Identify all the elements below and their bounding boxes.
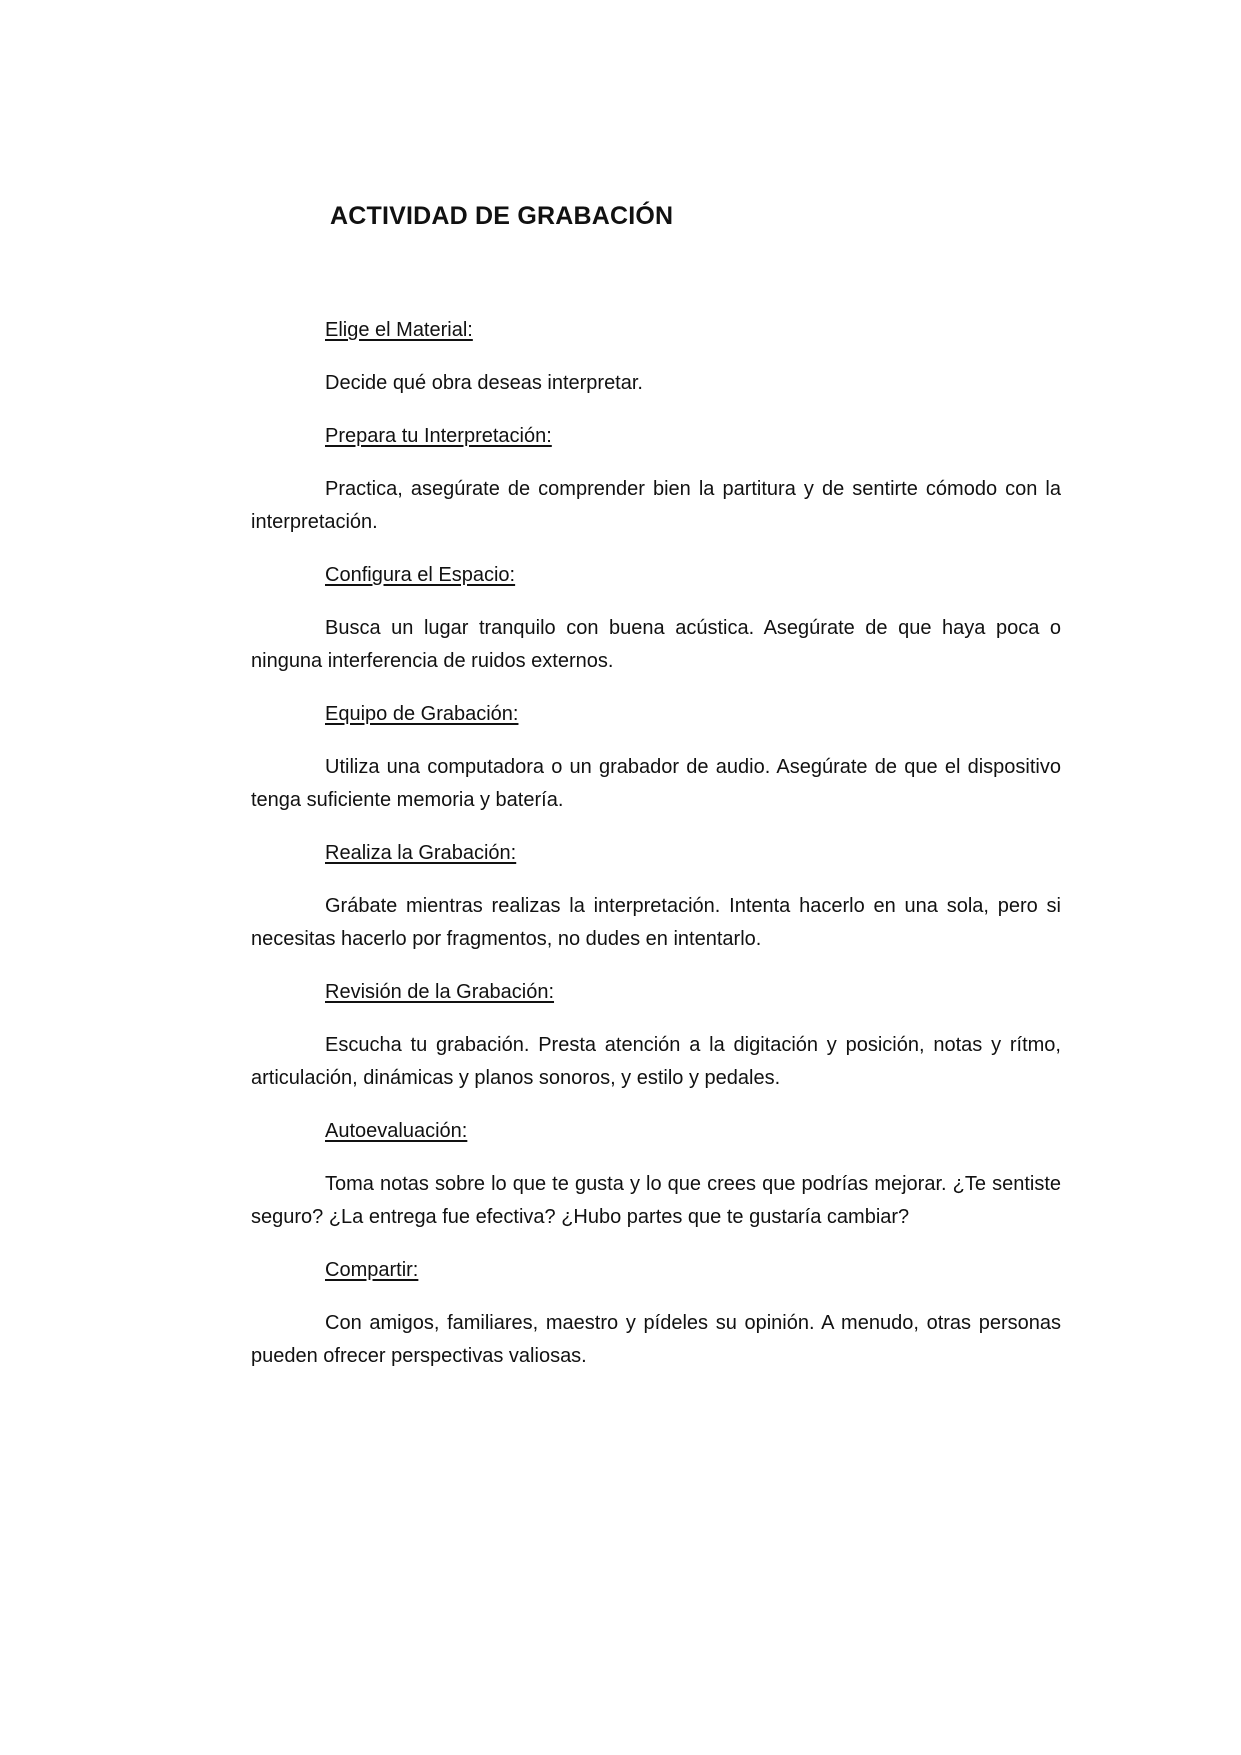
section-heading-revision-grabacion: Revisión de la Grabación: [325,981,555,1003]
section-text-revision-grabacion: Escucha tu grabación. Presta atención a la digitación y posición, notas y rítmo, articulación, dinámicas y planos sonoros, y estilo y pedales. [251,1034,1061,1089]
section-text-realiza-grabacion: Grábate mientras realizas la interpretación. Intenta hacerlo en una sola, pero si necesitas hacerlo por fragmentos, no dudes en intentarlo. [251,895,1061,950]
section-text-elige-material: Decide qué obra deseas interpretar. [325,372,643,394]
section-heading-realiza-grabacion: Realiza la Grabación: [325,842,517,864]
document-title: ACTIVIDAD DE GRABACIÓN [330,202,674,230]
document-body [251,314,1061,1393]
section-heading-autoevaluacion: Autoevaluación: [325,1120,468,1142]
section-heading-prepara-interpretacion: Prepara tu Interpretación: [325,425,552,447]
section-heading-configura-espacio: Configura el Espacio: [325,564,516,586]
section-text-compartir: Con amigos, familiares, maestro y pídeles su opinión. A menudo, otras personas pueden ofrecer perspectivas valiosas. [251,1312,1061,1367]
section-heading-compartir: Compartir: [325,1259,419,1281]
section-heading-elige-material: Elige el Material: [325,319,473,341]
section-text-equipo-grabacion: Utiliza una computadora o un grabador de audio. Asegúrate de que el dispositivo tenga suficiente memoria y batería. [251,756,1061,811]
section-text-configura-espacio: Busca un lugar tranquilo con buena acústica. Asegúrate de que haya poca o ninguna interferencia de ruidos externos. [251,617,1061,672]
section-text-prepara-interpretacion: Practica, asegúrate de comprender bien la partitura y de sentirte cómodo con la interpretación. [251,478,1061,533]
section-text-autoevaluacion: Toma notas sobre lo que te gusta y lo que crees que podrías mejorar. ¿Te sentiste seguro? ¿La entrega fue efectiva? ¿Hubo partes que te gustaría cambiar? [251,1173,1061,1228]
section-heading-equipo-grabacion: Equipo de Grabación: [325,703,519,725]
